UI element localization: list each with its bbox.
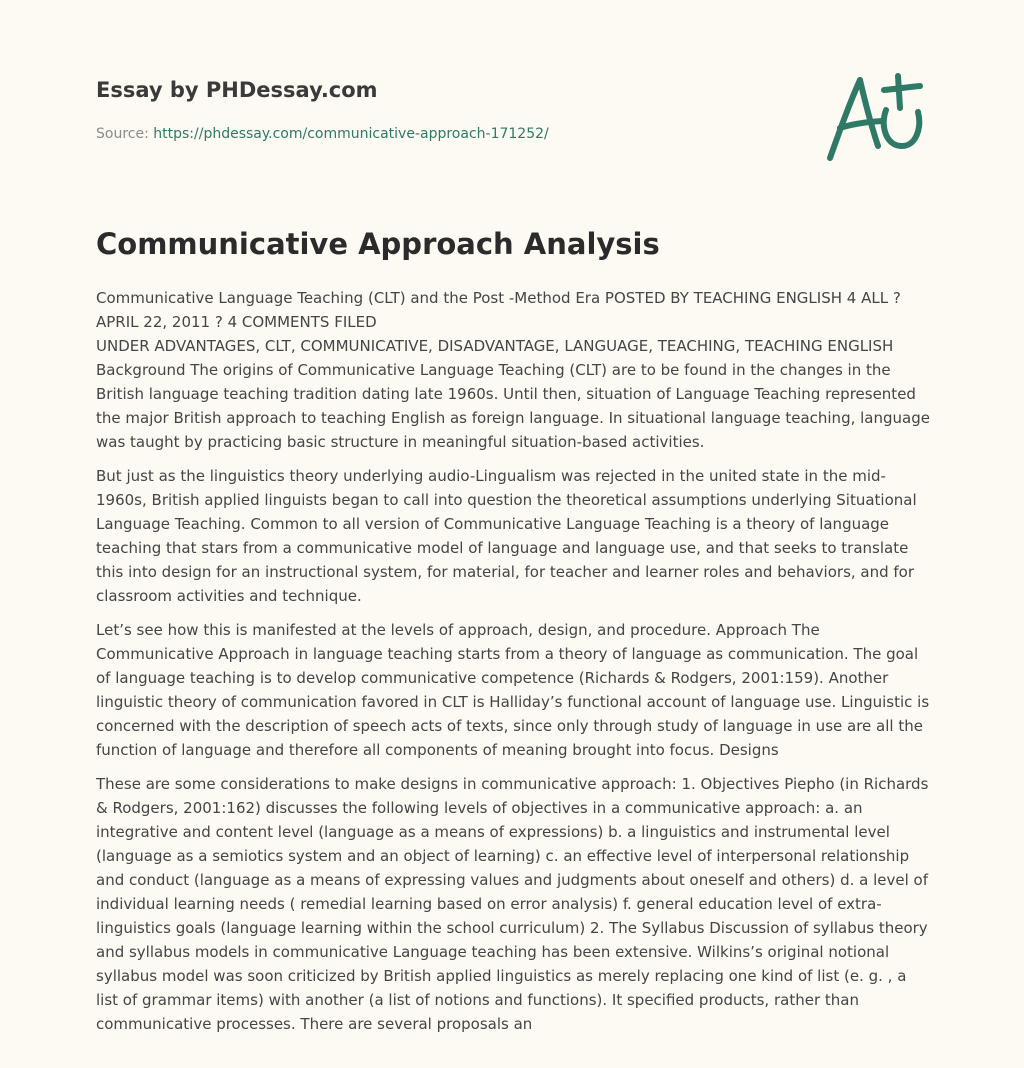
paragraph-3: Let’s see how this is manifested at the levels of approach, design, and procedure. Approach The Communicative Approach in language teaching starts from a theory of language as communication. The goal of language teaching is to develop communicative competence (Richards & Rodgers, 2001:159). Another linguistic theory of communication favored in CLT is Halliday’s functional account of language use. Linguistic is concerned with the description of speech acts of texts, since only through study of language in use are all the function of language and therefore all components of meaning brought into focus. Designs (96, 621, 930, 759)
paragraph-1 (96, 286, 932, 454)
source-line (96, 124, 796, 144)
paragraph-2: But just as the linguistics theory underlying audio-Lingualism was rejected in the united state in the mid-1960s, British applied linguists began to call into question the theoretical assumptions underlying Situational Language Teaching. Common to all version of Communicative Language Teaching is a theory of language teaching that stars from a communicative model of language and language use, and that seeks to translate this into design for an instructional system, for material, for teacher and learner roles and behaviors, and for classroom activities and technique. (96, 467, 917, 605)
paragraph-4: These are some considerations to make designs in communicative approach: 1. Objectives Piepho (in Richards & Rodgers, 2001:162) discusses the following levels of objectives in a communicative approach: a. an integrative and content level (language as a means of expressions) b. a linguistics and instrumental level (language as a semiotics system and an object of learning) c. an effective level of interpersonal relationship and conduct (language as a means of expressing values and judgments about oneself and others) d. a level of individual learning needs ( remedial learning based on error analysis) f. general education level of extra- linguistics goals (language learning within the school curriculum) 2. The Syllabus Discussion of syllabus theory and syllabus models in communicative Language teaching has been extensive. Wilkins’s original notional syllabus model was soon criticized by British applied linguistics as merely replacing one kind of list (e. g. , a list of grammar items) with another (a list of notions and functions). It specified products, rather than communicative processes. There are several proposals an (96, 775, 929, 1033)
paragraph-1-line-1: Communicative Language Teaching (CLT) and the Post -Method Era POSTED BY TEACHING ENGLISH 4 ALL ? APRIL 22, 2011 ? 4 COMMENTS FILED (96, 289, 901, 331)
source-link[interactable]: https://phdessay.com/communicative-approach-171252/ (153, 126, 549, 142)
brand-title: Essay by PHDessay.com (96, 78, 378, 102)
source-label: Source: (96, 126, 154, 142)
essay-body (96, 286, 932, 1046)
paragraph-1-line-2: UNDER ADVANTAGES, CLT, COMMUNICATIVE, DISADVANTAGE, LANGUAGE, TEACHING, TEACHING ENGLISH Background The origins of Communicative Language Teaching (CLT) are to be found in the changes in the British language teaching tradition dating late 1960s. Until then, situation of Language Teaching represented the major British approach to teaching English as foreign language. In situational language teaching, language was taught by practicing basic structure in meaningful situation-based activities. (96, 337, 930, 451)
essay-header (96, 76, 796, 144)
essay-title: Communicative Approach Analysis (96, 227, 660, 261)
a-plus-logo-icon (820, 66, 930, 166)
